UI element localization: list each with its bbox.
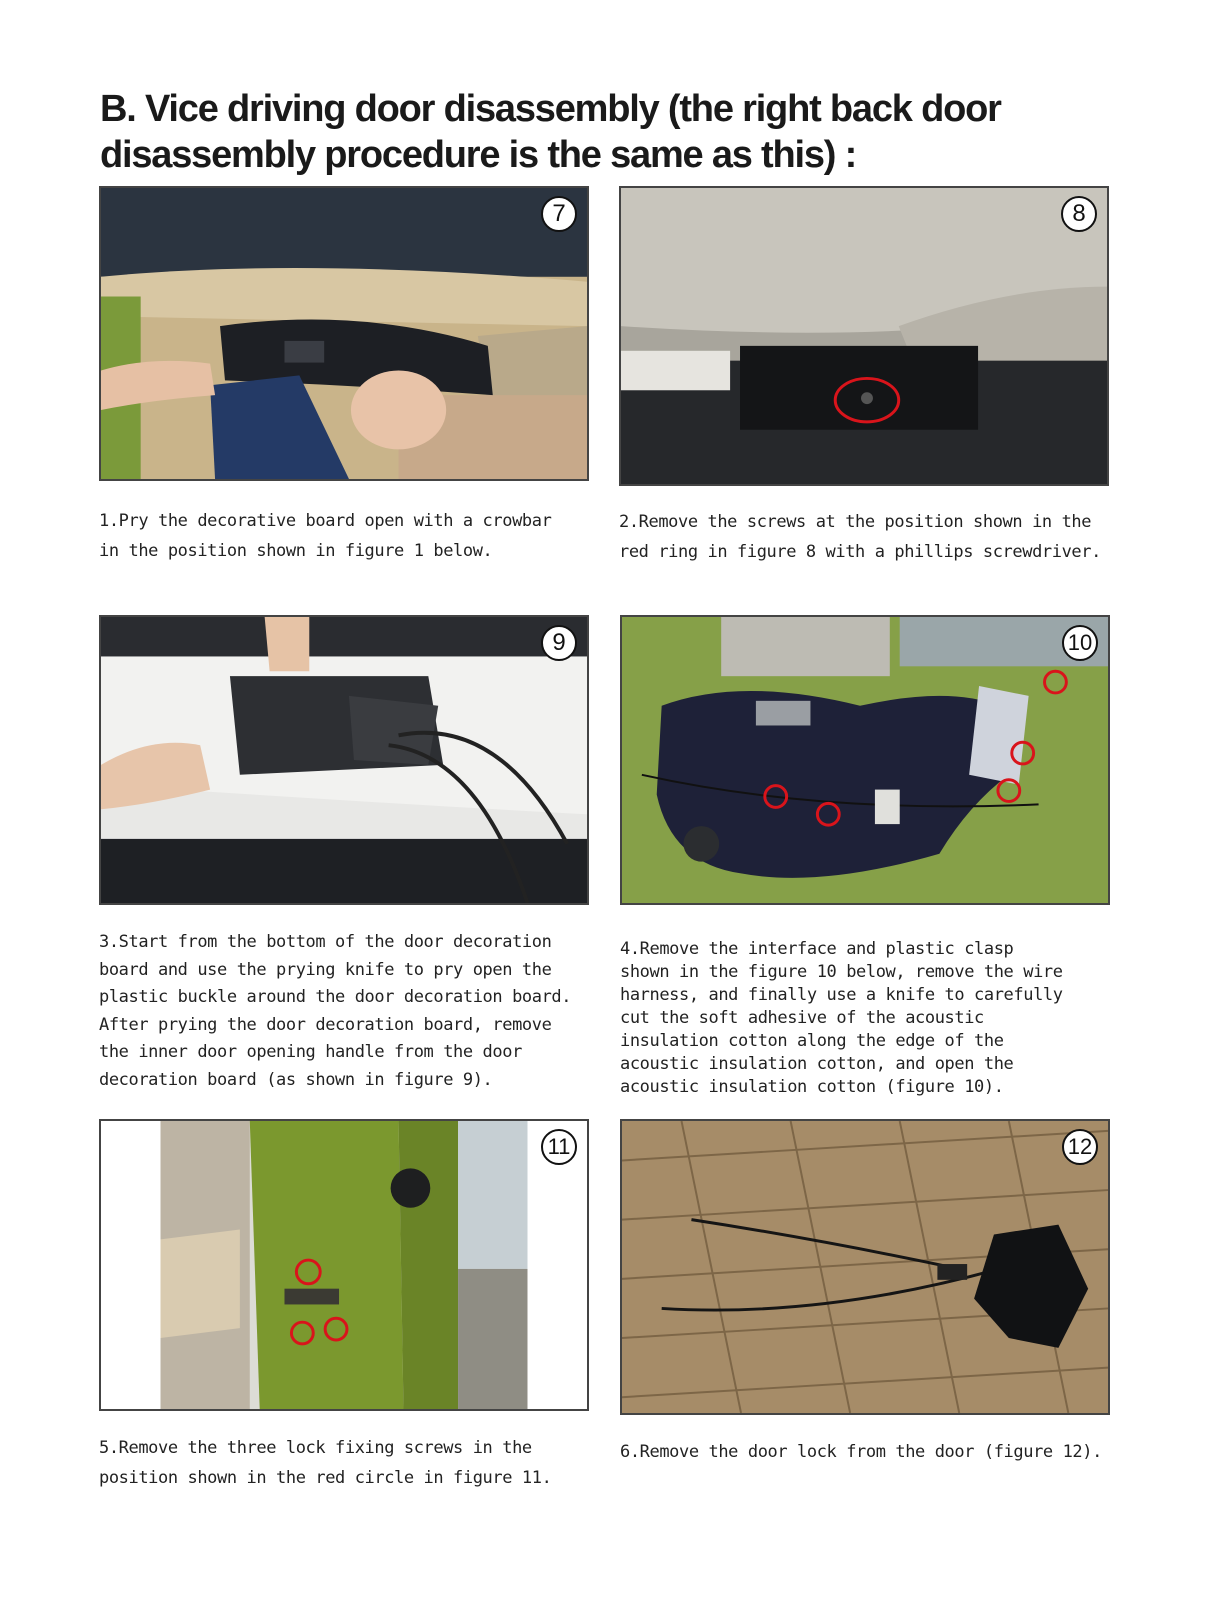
title-line-1: B. Vice driving door disassembly (the right back door bbox=[100, 88, 1001, 130]
figure-7-photo bbox=[99, 186, 589, 481]
caption-4-line-3: harness, and finally use a knife to carefully bbox=[620, 985, 1063, 1005]
caption-5-line-1: 5.Remove the three lock fixing screws in the bbox=[99, 1438, 532, 1458]
figure-7-number-badge: 7 bbox=[541, 196, 577, 232]
caption-3-line-1: 3.Start from the bottom of the door decoration bbox=[99, 932, 552, 952]
caption-6-line-1: 6.Remove the door lock from the door (figure 12). bbox=[620, 1442, 1102, 1462]
figure-7-illustration bbox=[101, 188, 587, 479]
caption-4-line-7: acoustic insulation cotton (figure 10). bbox=[620, 1077, 1004, 1097]
caption-3-line-5: the inner door opening handle from the door bbox=[99, 1042, 522, 1062]
caption-5-line-2: position shown in the red circle in figure 11. bbox=[99, 1468, 552, 1488]
caption-step-1 bbox=[99, 506, 551, 566]
figure-12-photo bbox=[620, 1119, 1110, 1415]
figure-8-illustration bbox=[621, 188, 1107, 484]
caption-step-6 bbox=[620, 1437, 1102, 1467]
caption-3-line-6: decoration board (as shown in figure 9). bbox=[99, 1069, 493, 1090]
caption-step-5 bbox=[99, 1433, 551, 1493]
caption-3-line-2: board and use the prying knife to pry open the bbox=[99, 959, 552, 980]
figure-9-number-badge: 9 bbox=[541, 625, 577, 661]
caption-step-2 bbox=[619, 507, 1101, 567]
caption-4-line-1: 4.Remove the interface and plastic clasp bbox=[620, 939, 1014, 959]
caption-step-4 bbox=[620, 938, 1063, 1099]
figure-11-photo bbox=[99, 1119, 589, 1411]
caption-4-line-5: insulation cotton along the edge of the bbox=[620, 1031, 1004, 1051]
figure-8-photo bbox=[619, 186, 1109, 486]
caption-1-line-1: 1.Pry the decorative board open with a crowbar bbox=[99, 511, 552, 531]
caption-3-line-4: After prying the door decoration board, remove bbox=[99, 1014, 552, 1035]
title-line-2: disassembly procedure is the same as this) : bbox=[100, 134, 857, 176]
caption-1-line-2: in the position shown in figure 1 below. bbox=[99, 541, 493, 561]
caption-4-line-6: acoustic insulation cotton, and open the bbox=[620, 1054, 1014, 1074]
figure-10-number-badge: 10 bbox=[1062, 625, 1098, 661]
figure-12-number-badge: 12 bbox=[1062, 1129, 1098, 1165]
figure-10-illustration bbox=[622, 617, 1108, 903]
caption-4-line-4: cut the soft adhesive of the acoustic bbox=[620, 1008, 984, 1028]
caption-step-3 bbox=[99, 929, 571, 1094]
page-title bbox=[100, 86, 1100, 178]
caption-2-line-1: 2.Remove the screws at the position shown in the bbox=[619, 512, 1092, 532]
figure-8-number-badge: 8 bbox=[1061, 196, 1097, 232]
figure-12-illustration bbox=[622, 1121, 1108, 1413]
figure-11-illustration bbox=[101, 1121, 587, 1409]
figure-9-photo bbox=[99, 615, 589, 905]
figure-11-number-badge: 11 bbox=[541, 1129, 577, 1165]
figure-9-illustration bbox=[101, 617, 587, 903]
caption-2-line-2: red ring in figure 8 with a phillips screwdriver. bbox=[619, 542, 1101, 562]
figure-10-photo bbox=[620, 615, 1110, 905]
caption-3-line-3: plastic buckle around the door decoration board. bbox=[99, 987, 572, 1007]
caption-4-line-2: shown in the figure 10 below, remove the wire bbox=[620, 962, 1063, 982]
